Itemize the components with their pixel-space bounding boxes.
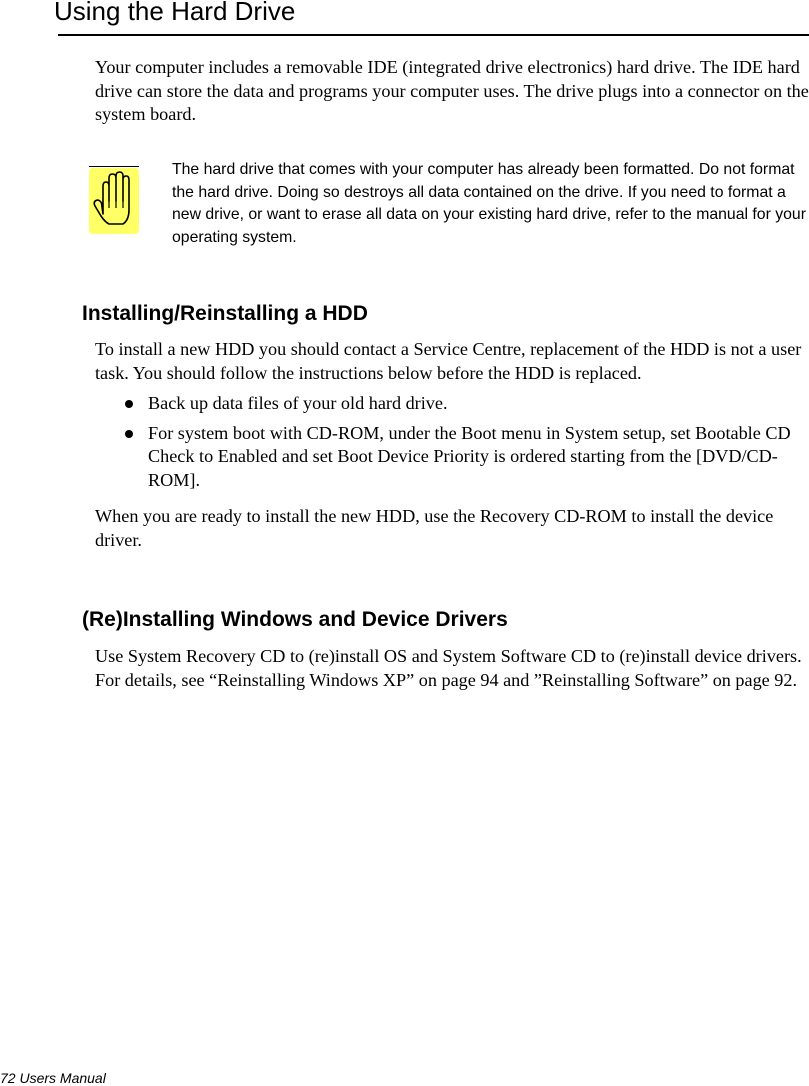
bullet-icon [125,430,133,438]
bullet-icon [125,400,133,408]
note-rule [89,166,139,167]
install-hdd-bullet-list [95,392,809,492]
install-hdd-paragraph: To install a new HDD you should contact a Service Centre, replacement of the HDD is not a user task. You should follow the instructions below before the HDD is replaced. [95,339,802,383]
list-item [95,422,809,493]
reinstall-windows-paragraph: Use System Recovery CD to (re)install OS and System Software CD to (re)install device drivers. For details, see “Reinstalling Windows XP” on page 94 and ”Reinstalling Software” on page 92. [95,646,802,690]
list-item-text: Back up data files of your old hard drive. [148,393,448,413]
list-item-text: For system boot with CD-ROM, under the Boot menu in System setup, set Bootable CD Check to Enabled and set Boot Device Priority is ordered starting from the [DVD/CD-ROM]. [148,422,791,490]
caution-hand-icon [89,168,139,234]
caution-note-text: The hard drive that comes with your computer has already been formatted. Do not format the hard drive. Doing so destroys all data contained on the drive. If you need to format a new drive, or want to erase all data on your existing hard drive, refer to the manual for your operating system. [172,161,806,246]
list-item [95,392,809,416]
install-hdd-driver-paragraph: When you are ready to install the new HDD, use the Recovery CD-ROM to install the device driver. [95,506,774,550]
title-rule [58,34,809,36]
intro-paragraph: Your computer includes a removable IDE (integrated drive electronics) hard drive. The IDE hard drive can store the data and programs your computer uses. The drive plugs into a connector on the system board. [95,57,809,124]
page-title: Using the Hard Drive [54,0,296,26]
page-footer: 72 Users Manual [0,1070,106,1086]
section-heading-install-hdd: Installing/Reinstalling a HDD [82,302,368,325]
section-heading-reinstall-windows: (Re)Installing Windows and Device Drivers [82,608,508,631]
